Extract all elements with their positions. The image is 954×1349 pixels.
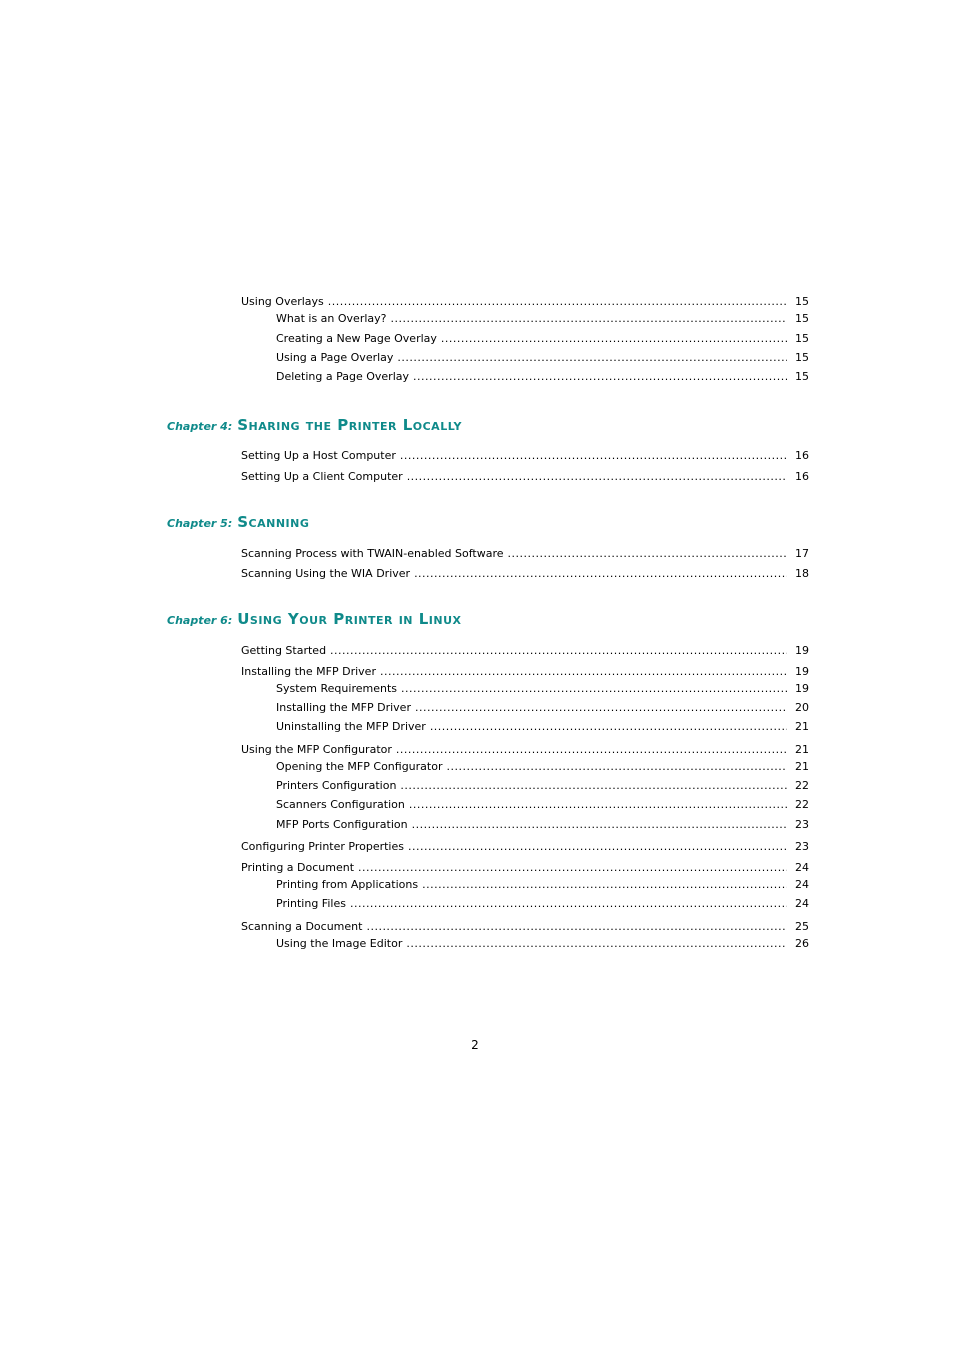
toc-subentry[interactable] — [276, 936, 809, 952]
toc-entry[interactable] — [241, 448, 809, 464]
dot-leader — [400, 778, 787, 794]
toc-entry-label: Uninstalling the MFP Driver — [276, 720, 426, 733]
dot-leader — [328, 294, 787, 310]
toc-entry-page: 21 — [795, 760, 809, 773]
toc-entry-page: 21 — [795, 743, 809, 756]
chapter-6-heading[interactable] — [167, 610, 462, 632]
dot-leader — [508, 546, 788, 562]
toc-entry-page: 22 — [795, 779, 809, 792]
dot-leader — [422, 877, 787, 893]
toc-entry-page: 23 — [795, 818, 809, 831]
dot-leader — [415, 700, 787, 716]
toc-entry-label: Using Overlays — [241, 295, 324, 308]
toc-entry-page: 19 — [795, 682, 809, 695]
toc-entry-label: What is an Overlay? — [276, 312, 387, 325]
toc-entry-label: System Requirements — [276, 682, 397, 695]
dot-leader — [446, 759, 787, 775]
toc-entry-label: Deleting a Page Overlay — [276, 370, 410, 383]
toc-subentry[interactable] — [276, 311, 809, 327]
toc-entry-label: Scanning Using the WIA Driver — [241, 567, 411, 580]
chapter-title: Sharing the Printer Locally — [237, 416, 462, 434]
dot-leader — [401, 681, 787, 697]
toc-entry-page: 18 — [795, 567, 809, 580]
toc-entry-label: Printers Configuration — [276, 779, 397, 792]
toc-entry-label: Setting Up a Client Computer — [241, 470, 403, 483]
toc-entry[interactable] — [241, 546, 809, 562]
toc-entry-page: 15 — [795, 312, 809, 325]
toc-entry-label: Scanners Configuration — [276, 798, 405, 811]
chapter-5-heading[interactable] — [167, 513, 309, 535]
toc-entry-label: Getting Started — [241, 644, 327, 657]
toc-entry-label: Installing the MFP Driver — [241, 665, 376, 678]
dot-leader — [441, 331, 787, 347]
toc-entry-page: 26 — [795, 937, 809, 950]
chapter-title: Using Your Printer in Linux — [237, 610, 462, 628]
toc-entry-page: 15 — [795, 351, 809, 364]
toc-entry-page: 24 — [795, 897, 809, 910]
toc-entry[interactable] — [241, 643, 809, 659]
chapter-title: Scanning — [237, 513, 310, 531]
toc-subentry[interactable] — [276, 877, 809, 893]
dot-leader — [397, 350, 787, 366]
toc-subentry[interactable] — [276, 369, 809, 385]
toc-entry-page: 24 — [795, 861, 809, 874]
toc-entry-label: Setting Up a Host Computer — [241, 449, 396, 462]
dot-leader — [380, 664, 787, 680]
toc-entry-label: Scanning a Document — [241, 920, 363, 933]
toc-entry-label: Configuring Printer Properties — [241, 840, 404, 853]
toc-entry[interactable] — [241, 469, 809, 485]
toc-entry-label: Printing from Applications — [276, 878, 419, 891]
toc-subentry[interactable] — [276, 350, 809, 366]
dot-leader — [412, 817, 787, 833]
dot-leader — [400, 448, 787, 464]
dot-leader — [430, 719, 787, 735]
dot-leader — [330, 643, 787, 659]
toc-entry-page: 23 — [795, 840, 809, 853]
chapter-4-heading[interactable] — [167, 416, 462, 438]
toc-entry-label: Using the Image Editor — [276, 937, 403, 950]
toc-entry[interactable] — [241, 742, 809, 758]
dot-leader — [391, 311, 788, 327]
toc-entry[interactable] — [241, 839, 809, 855]
toc-entry-page: 21 — [795, 720, 809, 733]
toc-subentry[interactable] — [276, 759, 809, 775]
dot-leader — [407, 469, 787, 485]
page-number: 2 — [471, 1038, 479, 1052]
toc-entry-label: Installing the MFP Driver — [276, 701, 411, 714]
toc-entry-label: Creating a New Page Overlay — [276, 332, 437, 345]
toc-entry-page: 15 — [795, 295, 809, 308]
dot-leader — [414, 566, 787, 582]
toc-entry[interactable] — [241, 860, 809, 876]
toc-subentry[interactable] — [276, 817, 809, 833]
toc-subentry[interactable] — [276, 331, 809, 347]
chapter-prefix: Chapter 4: — [167, 420, 233, 433]
toc-entry-page: 24 — [795, 878, 809, 891]
toc-entry-label: Opening the MFP Configurator — [276, 760, 443, 773]
toc-entry-label: Printing a Document — [241, 861, 355, 874]
toc-entry-label: Using the MFP Configurator — [241, 743, 392, 756]
toc-subentry[interactable] — [276, 681, 809, 697]
toc-subentry[interactable] — [276, 719, 809, 735]
toc-entry-label: Using a Page Overlay — [276, 351, 394, 364]
toc-entry-page: 25 — [795, 920, 809, 933]
dot-leader — [408, 839, 787, 855]
toc-subentry[interactable] — [276, 797, 809, 813]
chapter-prefix: Chapter 6: — [167, 614, 233, 627]
toc-entry-page: 16 — [795, 470, 809, 483]
toc-entry-page: 16 — [795, 449, 809, 462]
dot-leader — [413, 369, 787, 385]
toc-entry-page: 20 — [795, 701, 809, 714]
dot-leader — [396, 742, 787, 758]
dot-leader — [366, 919, 787, 935]
toc-entry-page: 19 — [795, 644, 809, 657]
toc-entry[interactable] — [241, 566, 809, 582]
toc-entry-page: 22 — [795, 798, 809, 811]
toc-entry-label: Scanning Process with TWAIN-enabled Software — [241, 547, 504, 560]
toc-subentry[interactable] — [276, 700, 809, 716]
toc-subentry[interactable] — [276, 778, 809, 794]
toc-entry-label: Printing Files — [276, 897, 346, 910]
toc-entry-page: 17 — [795, 547, 809, 560]
toc-entry[interactable] — [241, 919, 809, 935]
dot-leader — [409, 797, 787, 813]
toc-entry[interactable] — [241, 294, 809, 310]
chapter-prefix: Chapter 5: — [167, 517, 233, 530]
dot-leader — [406, 936, 787, 952]
toc-entry-page: 19 — [795, 665, 809, 678]
toc-entry-page: 15 — [795, 332, 809, 345]
dot-leader — [350, 896, 787, 912]
toc-entry[interactable] — [241, 664, 809, 680]
dot-leader — [358, 860, 787, 876]
toc-entry-label: MFP Ports Configuration — [276, 818, 408, 831]
toc-entry-page: 15 — [795, 370, 809, 383]
toc-subentry[interactable] — [276, 896, 809, 912]
